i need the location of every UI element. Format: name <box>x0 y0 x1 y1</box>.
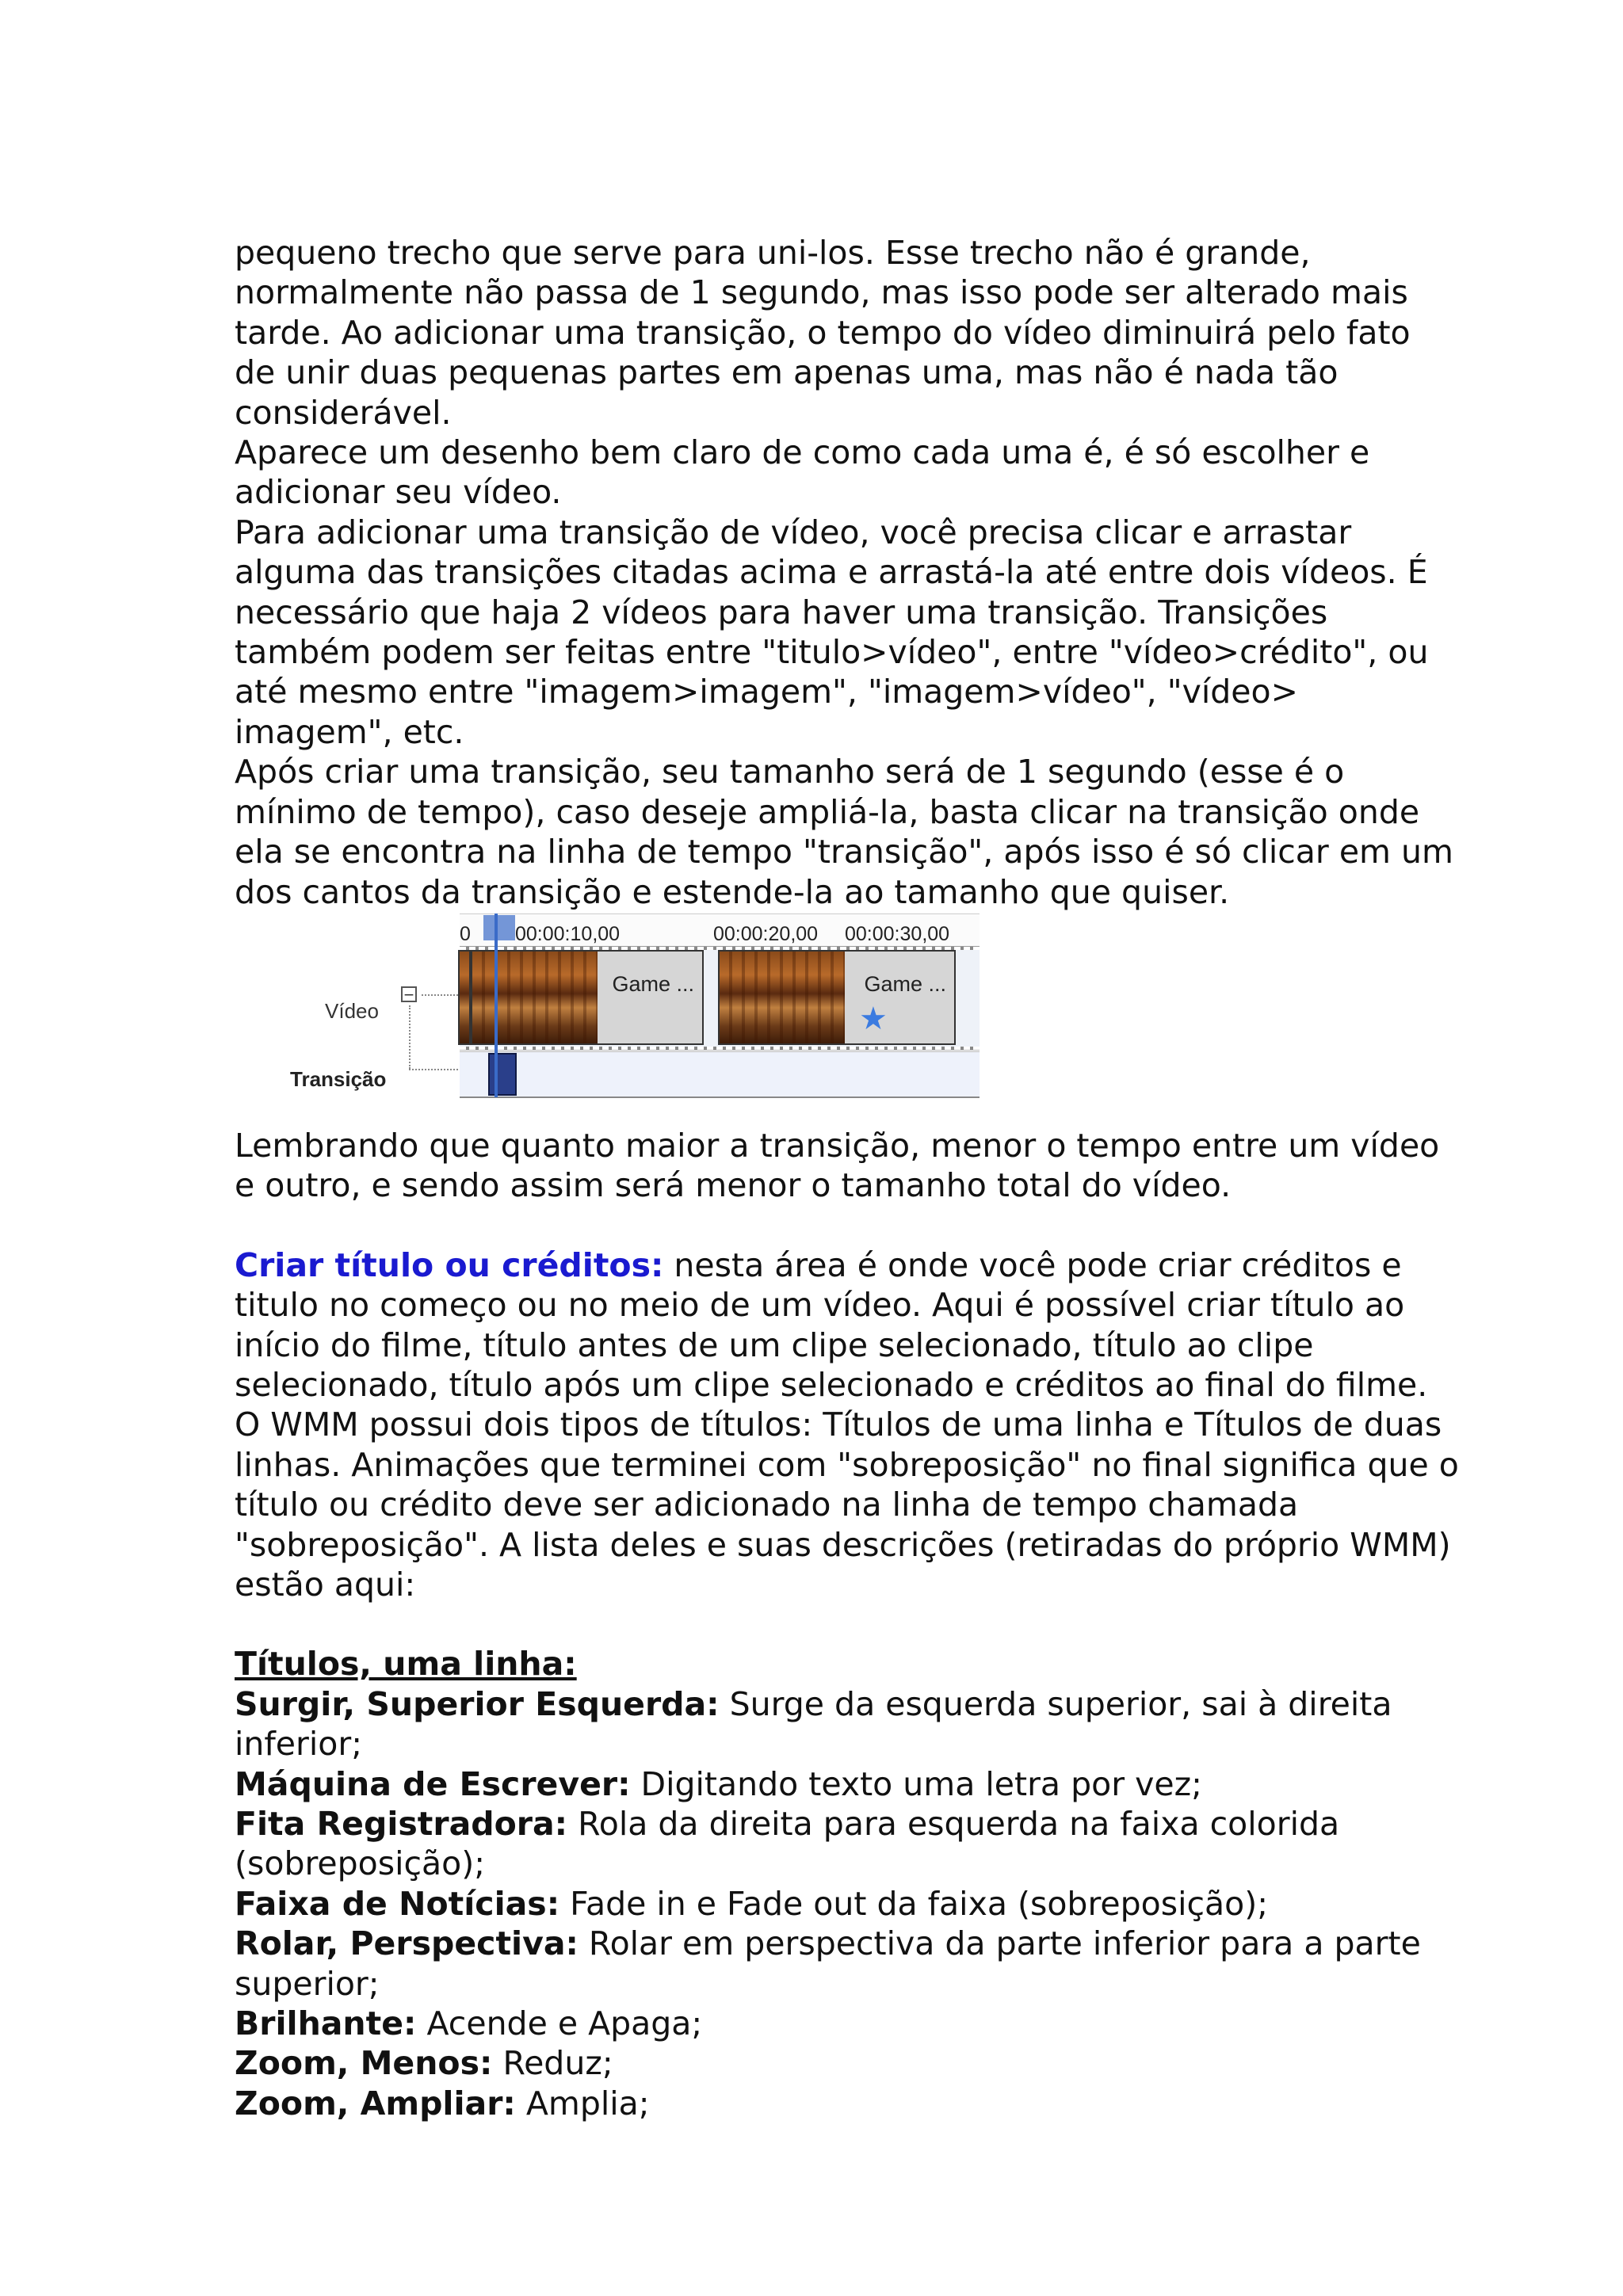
item-desc: Surge da esquerda superior, sai à direita <box>719 1684 1392 1723</box>
tree-connector <box>409 1005 411 1069</box>
item-desc: Rola da direita para esquerda na faixa colorida <box>567 1805 1340 1843</box>
intro-line: pequeno trecho que serve para uni-los. Esse trecho não é grande, <box>235 234 1311 272</box>
item-term: Brilhante: <box>235 2004 417 2043</box>
list-item-continuation: superior; <box>235 1964 380 2003</box>
transition-track[interactable] <box>460 1051 980 1098</box>
body-line: linhas. Animações que terminei com "sobreposição" no final significa que o <box>235 1445 1459 1484</box>
spacer <box>235 1206 1487 1245</box>
clip-thumbnail <box>472 952 598 1045</box>
intro-line: alguma das transições citadas acima e arrastá-la até entre dois vídeos. É <box>235 553 1428 592</box>
item-desc: Rolar em perspectiva da parte inferior para a parte <box>578 1924 1421 1963</box>
intro-line: Aparece um desenho bem claro de como cada uma é, é só escolher e <box>235 433 1370 472</box>
item-desc: Amplia; <box>515 2084 650 2122</box>
list-item-continuation: inferior; <box>235 1725 363 1764</box>
intro-line: Para adicionar uma transição de vídeo, você precisa clicar e arrastar <box>235 513 1352 551</box>
creditos-first-line-text: nesta área é onde você pode criar créditos e <box>663 1245 1402 1284</box>
item-term: Faixa de Notícias: <box>235 1884 560 1923</box>
item-term: Rolar, Perspectiva: <box>235 1924 579 1963</box>
body-line: O WMM possui dois tipos de títulos: Títulos de uma linha e Títulos de duas <box>235 1405 1442 1444</box>
intro-line: mínimo de tempo), caso deseje ampliá-la, basta clicar na transição onde <box>235 792 1420 831</box>
timeline-ruler <box>460 913 980 948</box>
list-item <box>235 1884 1487 1924</box>
film-sprocket <box>460 1047 980 1050</box>
intro-line: dos cantos da transição e estende-la ao tamanho que quiser. <box>235 872 1230 911</box>
spacer <box>235 1604 1487 1644</box>
track-video-label: Vídeo <box>325 998 379 1023</box>
film-sprocket <box>460 947 980 950</box>
tree-connector <box>422 994 458 996</box>
list-item <box>235 2043 1487 2083</box>
body-line: título ou crédito deve ser adicionado na linha de tempo chamada <box>235 1486 1299 1524</box>
video-clip[interactable] <box>718 950 956 1045</box>
list-item <box>235 1804 1487 1844</box>
intro-line: de unir duas pequenas partes em apenas uma, mas não é nada tão <box>235 353 1338 392</box>
list-item <box>235 2004 1487 2043</box>
intro-line: imagem", etc. <box>235 712 464 751</box>
clip-thumbnail <box>720 952 845 1045</box>
body-line: titulo no começo ou no meio de um vídeo. Aqui é possível criar título ao <box>235 1286 1405 1325</box>
intro-line: necessário que haja 2 vídeos para haver uma transição. Transições <box>235 593 1328 631</box>
creditos-heading: Criar título ou créditos: <box>235 1245 664 1284</box>
body-line: selecionado, título após um clipe selecionado e créditos ao final do filme. <box>235 1365 1428 1404</box>
body-line: estão aqui: <box>235 1565 416 1604</box>
intro-line: tarde. Ao adicionar uma transição, o tempo do vídeo diminuirá pelo fato <box>235 313 1411 352</box>
list-item-continuation: (sobreposição); <box>235 1844 486 1883</box>
intro-line: até mesmo entre "imagem>imagem", "imagem>vídeo", "vídeo> <box>235 673 1298 711</box>
item-term: Zoom, Ampliar: <box>235 2084 516 2122</box>
item-desc: Acende e Apaga; <box>416 2004 703 2043</box>
body-line: início do filme, título antes de um clipe selecionado, título ao clipe <box>235 1325 1314 1364</box>
body-line: "sobreposição". A lista deles e suas descrições (retiradas do próprio WMM) <box>235 1525 1451 1564</box>
track-transition-label: Transição <box>290 1066 387 1091</box>
item-desc: Digitando texto uma letra por vez; <box>630 1764 1202 1803</box>
video-clip-partial[interactable] <box>458 950 471 1045</box>
item-desc: Fade in e Fade out da faixa (sobreposição); <box>559 1884 1269 1923</box>
ruler-tick: 0 <box>460 922 471 945</box>
ruler-tick: 00:00:30,00 <box>845 922 950 945</box>
item-term: Surgir, Superior Esquerda: <box>235 1684 720 1723</box>
document-page <box>235 233 1487 2123</box>
playhead-handle[interactable] <box>483 915 515 940</box>
intro-line: normalmente não passa de 1 segundo, mas isso pode ser alterado mais <box>235 273 1408 312</box>
list-item <box>235 1764 1487 1804</box>
star-icon: ★ <box>859 1001 888 1036</box>
titulos-heading <box>235 1644 1487 1684</box>
list-item <box>235 1924 1487 1963</box>
video-clip[interactable] <box>471 950 704 1045</box>
intro-line: considerável. <box>235 393 452 432</box>
list-item <box>235 1684 1487 1724</box>
timeline-screenshot <box>258 913 987 1097</box>
item-term: Fita Registradora: <box>235 1805 568 1843</box>
intro-line: ela se encontra na linha de tempo "transição", após isso é só clicar em um <box>235 833 1453 871</box>
ruler-tick: 00:00:20,00 <box>713 922 819 945</box>
item-term: Zoom, Menos: <box>235 2044 493 2083</box>
intro-line: Após criar uma transição, seu tamanho será de 1 segundo (esse é o <box>235 753 1345 791</box>
body-line: Lembrando que quanto maior a transição, menor o tempo entre um vídeo <box>235 1126 1440 1165</box>
video-track[interactable] <box>460 947 980 1051</box>
body-line: e outro, e sendo assim será menor o tamanho total do vídeo. <box>235 1166 1232 1205</box>
item-term: Máquina de Escrever: <box>235 1764 631 1803</box>
intro-line: adicionar seu vídeo. <box>235 473 562 512</box>
creditos-first-line <box>235 1245 1487 1285</box>
list-item <box>235 2084 1487 2123</box>
tree-connector <box>409 1069 458 1070</box>
item-desc: Reduz; <box>492 2044 613 2083</box>
transition-block[interactable] <box>488 1053 517 1096</box>
clip-name: Game ... <box>612 971 694 996</box>
clip-name: Game ... <box>864 971 946 996</box>
clip-thumbnail <box>460 952 471 1045</box>
playhead-line[interactable] <box>495 913 498 1097</box>
intro-line: também podem ser feitas entre "titulo>vídeo", entre "vídeo>crédito", ou <box>235 633 1429 672</box>
collapse-toggle-icon[interactable]: − <box>401 986 417 1002</box>
titulos-heading-text: Títulos, uma linha: <box>235 1645 577 1684</box>
ruler-tick: 00:00:10,00 <box>515 922 621 945</box>
